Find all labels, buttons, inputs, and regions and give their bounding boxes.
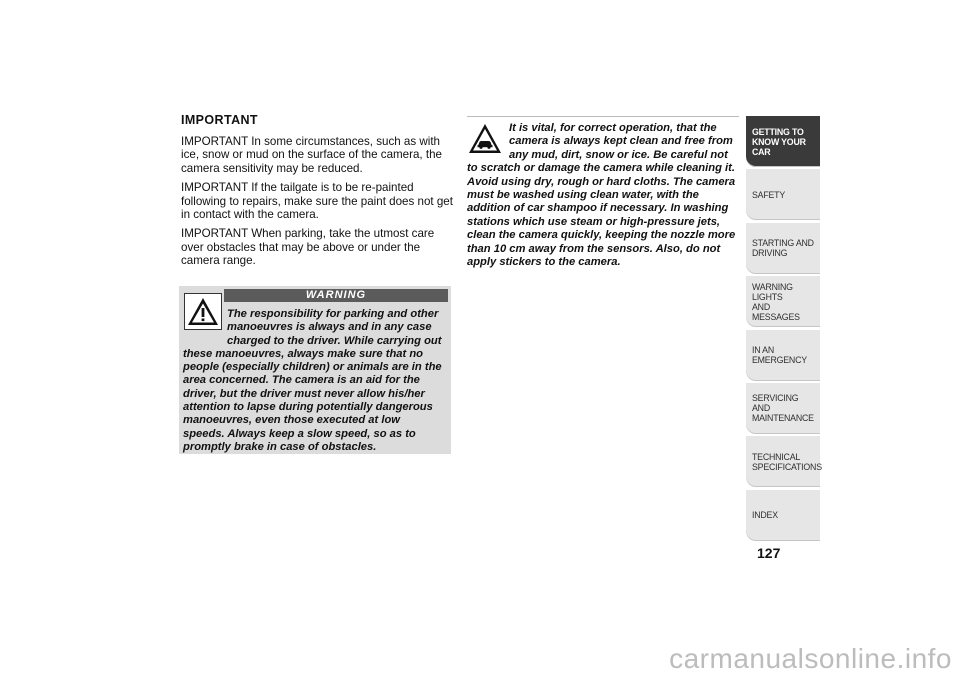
- tab-label: INDEX: [752, 510, 778, 521]
- tab-in-an-emergency[interactable]: [746, 330, 820, 381]
- warning-triangle-icon: [184, 293, 222, 330]
- watermark: carmanualsonline.info: [669, 643, 952, 674]
- section-heading: IMPORTANT: [181, 113, 258, 127]
- warning-box: [179, 286, 451, 454]
- note-block: [467, 122, 739, 269]
- tab-label: GETTING TO KNOW YOUR CAR: [752, 126, 806, 157]
- tab-warning-lights-and-messages[interactable]: [746, 276, 820, 327]
- warning-label: WARNING: [224, 289, 448, 302]
- tab-label: WARNING LIGHTS AND MESSAGES: [752, 281, 800, 322]
- important-paragraph-3: IMPORTANT When parking, take the utmost care over obstacles that may be above or under the camera range.: [181, 227, 435, 268]
- tab-label: IN AN EMERGENCY: [752, 345, 807, 366]
- tab-label: SAFETY: [752, 189, 786, 200]
- tab-label: TECHNICAL SPECIFICATIONS: [752, 451, 822, 472]
- chapter-tabs: [746, 116, 820, 543]
- camera-care-note: It is vital, for correct operation, that the camera is always kept clean and free from any mud, dirt, snow or ice. Be careful not to scratch or damage the camera while cleaning it. Avoid using dry, rough or hard cloths. The camera must be washed using clean water, with the addition of car shampoo if necessary. In washing stations which use steam or high-pressure jets, clean the camera quickly, keeping the nozzle more than 10 cm away from the sensors. Also, do not apply stickers to the camera.: [467, 122, 736, 269]
- important-paragraph-1: IMPORTANT In some circumstances, such as with ice, snow or mud on the surface of the camera, the camera sensitivity may be reduced.: [181, 135, 442, 175]
- tab-label: STARTING AND DRIVING: [752, 238, 814, 259]
- left-column: [181, 113, 453, 274]
- tab-servicing-and-maintenance[interactable]: [746, 383, 820, 434]
- tab-safety[interactable]: [746, 169, 820, 220]
- important-paragraph-2: IMPORTANT If the tailgate is to be re-painted following to repairs, make sure the paint does not get in contact with the camera.: [181, 181, 453, 222]
- warning-text: The responsibility for parking and other manoeuvres is always and in any case charged to the driver. While carrying out these manoeuvres, always make sure that no people (especially children) or animals are in the area concerned. The camera is an aid for the driver, but the driver must never allow his/her attention to lapse during potentially dangerous manoeuvres, even those executed at low speeds. Always keep a slow speed, so as to promptly brake in case of obstacles.: [183, 308, 442, 453]
- tab-label: SERVICING AND MAINTENANCE: [752, 393, 814, 424]
- page-number: 127: [757, 545, 781, 561]
- car-warning-triangle-icon: [467, 122, 503, 155]
- tab-index[interactable]: [746, 490, 820, 541]
- tab-starting-and-driving[interactable]: [746, 223, 820, 274]
- note-divider: [467, 116, 739, 117]
- tab-technical-specifications[interactable]: [746, 436, 820, 487]
- tab-getting-to-know-your-car[interactable]: [746, 116, 820, 167]
